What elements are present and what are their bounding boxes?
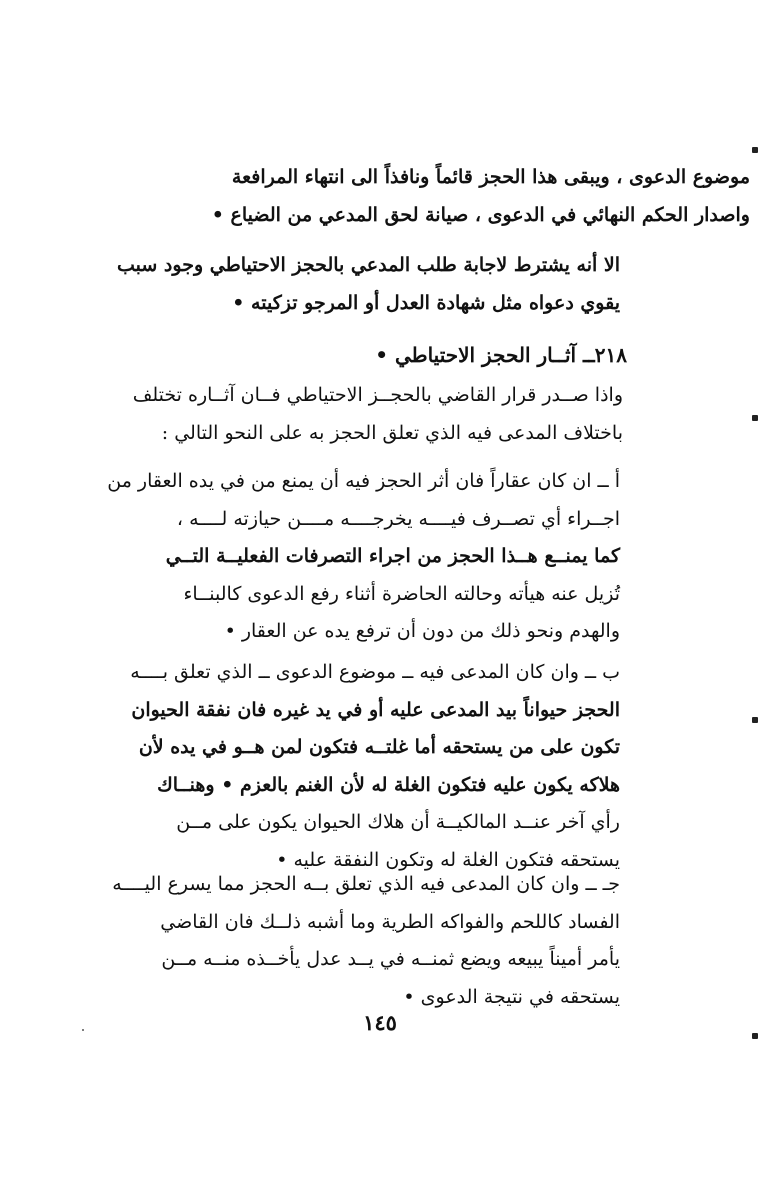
paragraph-2 [92,246,620,322]
text-line: أ ــ ان كان عقاراً فان أثر الحجز فيه أن يمنع من في يده العقار من [107,470,620,492]
text-line: موضوع الدعوى ، ويبقى هذا الحجز قائماً ونافذاً الى انتهاء المرافعة [231,166,750,188]
text-line: يأمر أميناً يبيعه ويضع ثمنــه في يــد عدل يأخــذه منــه مــن [161,948,620,970]
scan-speck [82,1029,84,1031]
scan-mark [752,1033,758,1039]
text-line: باختلاف المدعى فيه الذي تعلق الحجز به على النحو التالي : [161,422,623,444]
text-line: يستحقه فتكون الغلة له وتكون النفقة عليه • [276,848,620,871]
text-line: الفساد كاللحم والفواكه الطرية وما أشبه ذلــك فان القاضي [160,910,620,933]
scan-mark [752,717,758,723]
text-line: تُزيل عنه هيأته وحالته الحاضرة أثناء رفع الدعوى كالبنــاء [183,582,620,605]
text-line: يقوي دعواه مثل شهادة العدل أو المرجو تزكيته • [232,292,620,314]
section-title: ٢١٨ــ آثــار الحجز الاحتياطي • [375,343,627,367]
text-line: والهدم ونحو ذلك من دون أن ترفع يده عن العقار • [224,620,620,642]
text-line: اجــراء أي تصــرف فيــــه يخرجــــه مــــن حيازته لــــه ، [176,507,620,530]
text-line: جـ ــ وان كان المدعى فيه الذي تعلق بــه الحجز مما يسرع اليــــه [112,873,620,895]
paragraph-1 [92,158,750,234]
text-line: رأي آخر عنــد المالكيــة أن هلاك الحيوان يكون على مــن [176,811,620,833]
text-line: هلاكه يكون عليه فتكون الغلة له لأن الغنم بالعزم • وهنــاك [157,773,620,796]
text-line: ب ــ وان كان المدعى فيه ــ موضوع الدعوى ــ الذي تعلق بــــه [130,661,620,683]
text-line: كما يمنــع هــذا الحجز من اجراء التصرفات الفعليــة التــي [165,545,620,567]
text-line: واصدار الحكم النهائي في الدعوى ، صيانة لحق المدعي من الضياع • [211,204,750,226]
scan-mark [752,415,758,421]
scan-mark [752,147,758,153]
page-number: ١٤٥ [363,1010,397,1035]
text-line: تكون على من يستحقه أما غلتــه فتكون لمن هــو في يده لأن [138,736,620,758]
text-line: الا أنه يشترط لاجابة طلب المدعي بالحجز الاحتياطي وجود سبب [117,254,620,276]
text-line: يستحقه في نتيجة الدعوى • [403,985,620,1008]
section-heading [300,336,627,374]
list-item-b [92,654,620,879]
paragraph-3 [92,376,623,452]
list-item-a [92,463,620,651]
list-item-c [92,866,620,1016]
text-line: الحجز حيواناً بيد المدعى عليه أو في يد غيره فان نفقة الحيوان [131,698,620,721]
text-line: واذا صــدر قرار القاضي بالحجــز الاحتياطي فــان آثــاره تختلف [132,384,623,406]
